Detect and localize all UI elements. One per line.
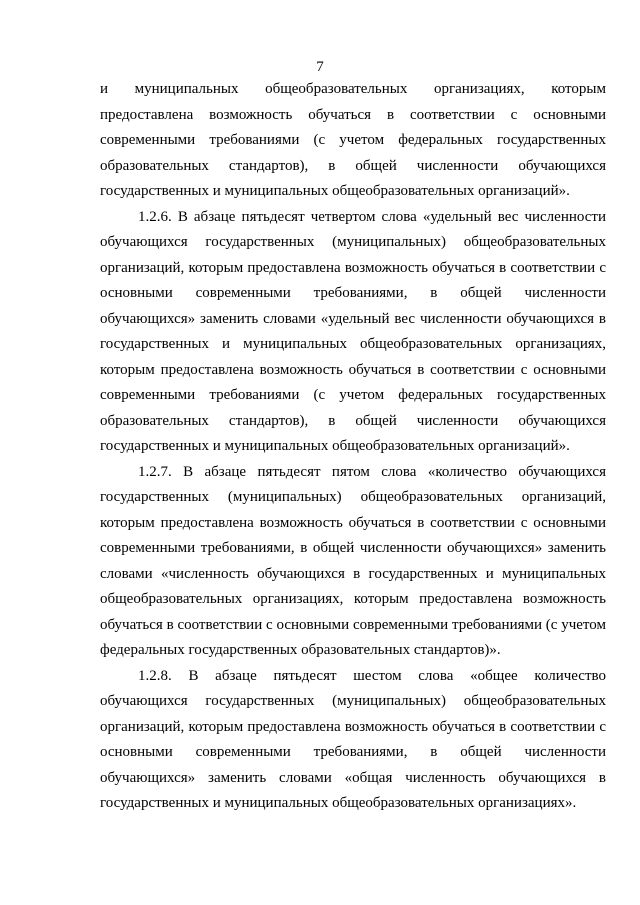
paragraph-1-2-7: 1.2.7. В абзаце пятьдесят пятом слова «количество обучающихся государственных (муниципальных) общеобразовательных организаций, которым предоставлена возможность обучаться в соответствии с основными современными требованиями, в общей численности обучающихся» заменить словами «численность обучающихся в государственных и муниципальных общеобразовательных организациях, которым предоставлена возможность обучаться в соответствии с основными современными требованиями (с учетом федеральных государственных образовательных стандартов)». (100, 463, 606, 658)
paragraph-1-2-8: 1.2.8. В абзаце пятьдесят шестом слова «общее количество обучающихся государственных (муниципальных) общеобразовательных организаций, которым предоставлена возможность обучаться в соответствии с основными современными требованиями, в общей численности обучающихся» заменить словами «общая численность обучающихся в государственных и муниципальных общеобразовательных организациях». (100, 667, 606, 811)
document-body (100, 77, 606, 817)
paragraph-1-2-6: 1.2.6. В абзаце пятьдесят четвертом слова «удельный вес численности обучающихся государственных (муниципальных) общеобразовательных организаций, которым предоставлена возможность обучаться в соответствии с основными современными требованиями, в общей численности обучающихся» заменить словами «удельный вес численности обучающихся в государственных и муниципальных общеобразовательных организациях, которым предоставлена возможность обучаться в соответствии с основными современными требованиями (с учетом федеральных государственных образовательных стандартов), в общей численности обучающихся государственных и муниципальных общеобразовательных организаций». (100, 208, 606, 454)
paragraph-continuation: и муниципальных общеобразовательных организациях, которым предоставлена возможность обучаться в соответствии с основными современными требованиями (с учетом федеральных государственных образовательных стандартов), в общей численности обучающихся государственных и муниципальных общеобразовательных организаций». (100, 81, 606, 199)
page-number: 7 (316, 59, 324, 75)
